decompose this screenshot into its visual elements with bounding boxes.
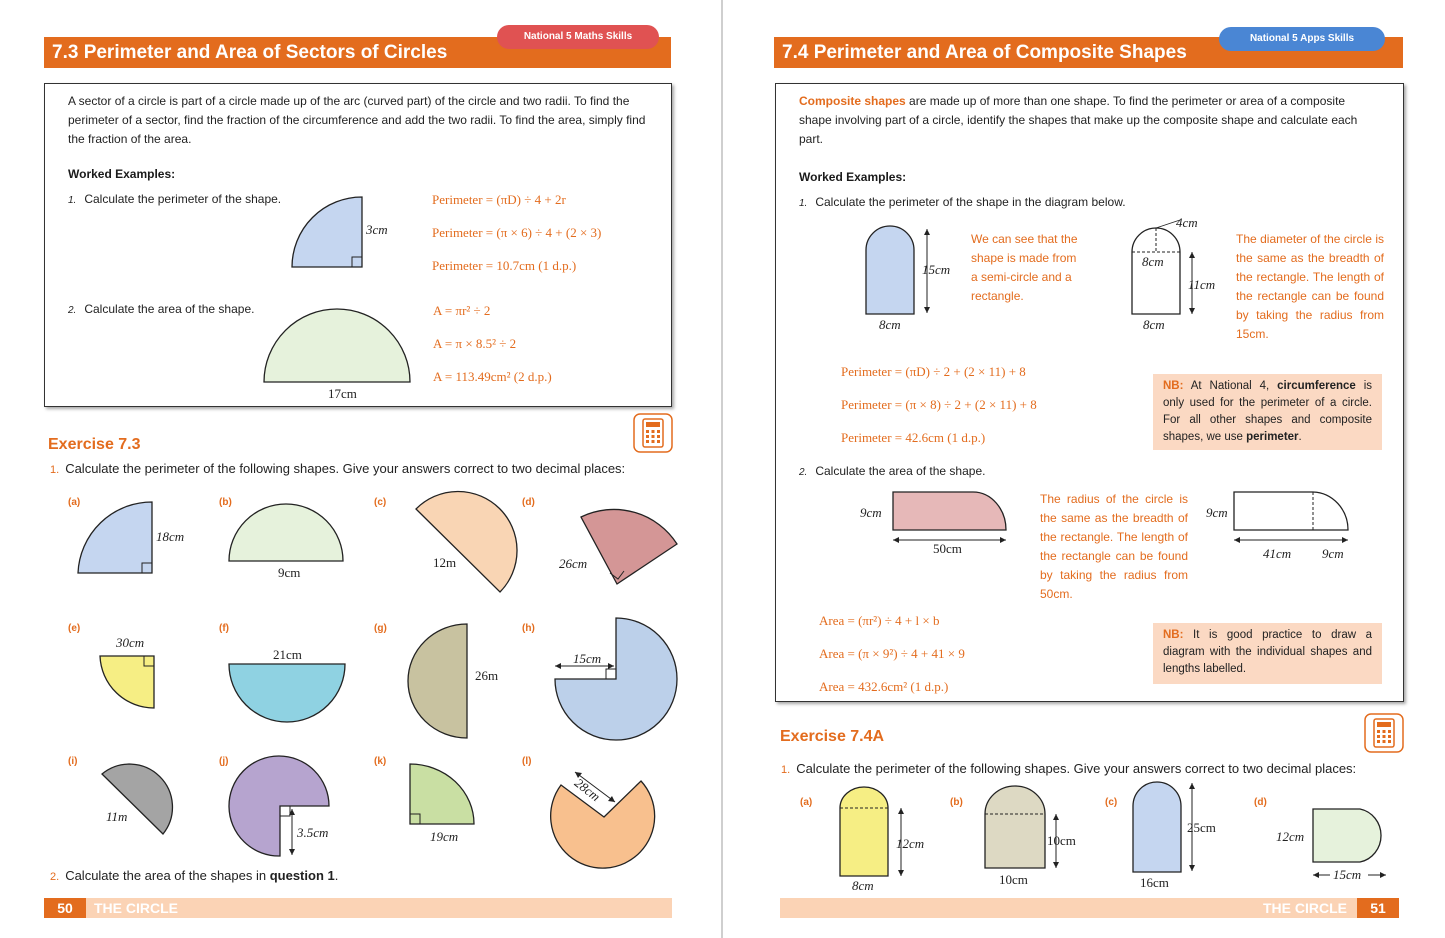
right-q1-top-dim: 4cm — [1176, 215, 1198, 230]
note-text: is only used for the perimeter of a circle. For all other shapes and composite shapes, we use — [1163, 380, 1373, 443]
question-text: Calculate the area of the shape. — [815, 464, 986, 478]
shape-k-quarter-circle — [408, 762, 478, 828]
left-worked-q1 — [68, 192, 281, 206]
shape-e-dim: 30cm — [116, 635, 145, 650]
left-q1-line-3: Perimeter = 10.7cm (1 d.p.) — [432, 258, 577, 273]
question-number: 2. — [799, 467, 808, 478]
chapter-name: THE CIRCLE — [1263, 900, 1347, 916]
right-q1-explanation-2 — [1236, 230, 1384, 344]
left-q2-semicircle — [262, 309, 412, 384]
right-q1-height: 15cm — [922, 262, 951, 277]
page-number: 50 — [44, 898, 86, 918]
left-exercise-q1 — [50, 461, 625, 476]
right-q2-height: 9cm — [860, 505, 882, 520]
right-shape-b-dim2: 10cm — [999, 872, 1028, 887]
shape-label-c: (c) — [374, 497, 387, 508]
left-q1-line-2: Perimeter = (π × 6) ÷ 4 + (2 × 3) — [432, 225, 602, 240]
right-q1-breakdown-shape — [1128, 224, 1202, 320]
shape-l-dim: 28cm — [571, 775, 604, 805]
left-worked-heading: Worked Examples: — [68, 167, 176, 181]
right-q2-composite-shape — [890, 489, 1010, 545]
note-bold: circumference — [1277, 380, 1356, 392]
shape-i-semicircle — [100, 768, 170, 838]
shape-a-quarter-circle — [76, 500, 156, 576]
note-tag: NB: — [1163, 629, 1184, 641]
right-q2-radius-dim: 9cm — [1322, 546, 1344, 561]
intro-highlight: Composite shapes — [799, 94, 906, 108]
note-text: At National 4, — [1183, 380, 1278, 392]
question-text: Calculate the area of the shape. — [84, 302, 255, 316]
right-shape-d — [1310, 806, 1390, 864]
right-q1-line-1: Perimeter = (πD) ÷ 2 + (2 × 11) + 8 — [841, 364, 1026, 379]
left-intro: A sector of a circle is part of a circle made up of the arc (curved part) of the circle and two radii. To find the perimeter of a sector, find the fraction of the circumference and add the two radii. To find the area, simply find the fraction of the area. — [68, 94, 646, 146]
left-q2-dim: 17cm — [328, 386, 357, 401]
shape-j-dim: 3.5cm — [297, 825, 329, 840]
question-number: 1. — [799, 198, 808, 209]
shape-label-j: (j) — [219, 756, 229, 767]
page-number: 51 — [1357, 898, 1399, 918]
shape-label-d: (d) — [522, 497, 535, 508]
shape-b-semicircle — [227, 503, 345, 563]
note-text: . — [1298, 431, 1302, 443]
shape-label-e: (e) — [68, 623, 81, 634]
right-page-title: 7.4 Perimeter and Area of Composite Shapes — [782, 42, 1187, 63]
shape-label-g: (g) — [374, 623, 387, 634]
shape-label-a: (a) — [68, 497, 81, 508]
shape-e-quarter-circle — [98, 654, 158, 710]
left-q2-line-3: A = 113.49cm² (2 d.p.) — [433, 369, 552, 384]
question-number: 1. — [68, 195, 77, 206]
right-footer — [780, 898, 1399, 918]
right-shape-a — [837, 784, 909, 880]
shape-d-sector — [577, 513, 682, 588]
right-badge: National 5 Apps Skills — [1219, 27, 1385, 51]
right-q2-width: 50cm — [933, 541, 962, 556]
question-ref: question 1 — [269, 868, 335, 883]
right-shape-b — [982, 784, 1062, 872]
shape-label-k: (k) — [374, 756, 387, 767]
page-spine — [721, 0, 723, 938]
shape-a-dim: 18cm — [156, 529, 185, 544]
shape-g-dim: 26m — [475, 668, 499, 683]
shape-h-dim: 15cm — [573, 651, 602, 666]
question-text: Calculate the perimeter of the following shapes. Give your answers correct to two decimal places: — [796, 761, 1357, 776]
chapter-name: THE CIRCLE — [94, 900, 178, 916]
shape-label-f: (f) — [219, 623, 229, 634]
question-number: 1. — [781, 764, 791, 776]
right-q2-line-2: Area = (π × 9²) ÷ 4 + 41 × 9 — [819, 646, 965, 661]
note-tag: NB: — [1163, 380, 1184, 392]
right-q2-line-1: Area = (πr²) ÷ 4 + l × b — [819, 613, 940, 628]
right-exercise-title: Exercise 7.4A — [780, 728, 885, 745]
left-exercise-title: Exercise 7.3 — [48, 436, 141, 453]
shape-k-dim: 19cm — [430, 829, 459, 844]
left-q1-quarter-circle — [285, 195, 365, 270]
left-exercise-q2 — [50, 868, 338, 883]
shape-d-dim: 26cm — [559, 556, 588, 571]
right-shape-b-dim1: 10cm — [1047, 833, 1076, 848]
shape-label-b: (b) — [219, 497, 232, 508]
left-q2-line-2: A = π × 8.5² ÷ 2 — [433, 336, 517, 351]
right-q2-breakdown-shape — [1231, 489, 1353, 545]
question-number: 2. — [50, 871, 60, 883]
right-q1-width: 8cm — [879, 317, 901, 332]
right-shape-d-dim1: 12cm — [1276, 829, 1305, 844]
right-shape-label-d: (d) — [1254, 797, 1267, 808]
right-shape-label-c: (c) — [1105, 797, 1118, 808]
shape-label-h: (h) — [522, 623, 535, 634]
right-q1-bottom-dim: 8cm — [1143, 317, 1165, 332]
right-worked-heading: Worked Examples: — [799, 170, 907, 184]
question-text: Calculate the area of the shapes in — [65, 868, 270, 883]
right-shape-label-b: (b) — [950, 797, 963, 808]
note-text: It is good practice to draw a diagram with the individual shapes and lengths labelled. — [1163, 629, 1372, 675]
expl-part-2: The length of the rectangle can be found by taking the radius from 50cm. — [1040, 530, 1188, 601]
left-q2-line-1: A = πr² ÷ 2 — [433, 303, 491, 318]
question-number: 2. — [68, 305, 77, 316]
expl-part-1: The radius of the circle is the same as the breadth of the rectangle. — [1040, 492, 1188, 544]
shape-j-three-quarter-circle — [228, 755, 334, 859]
left-badge: National 5 Maths Skills — [497, 25, 659, 49]
shape-c-dim: 12m — [433, 555, 457, 570]
right-q2-height-2: 9cm — [1206, 505, 1228, 520]
right-shape-a-dim2: 8cm — [852, 878, 874, 893]
shape-h-three-quarter-circle — [552, 616, 684, 746]
shape-g-semicircle — [406, 622, 470, 740]
expl-part-2: The length of the rectangle can be found by taking the radius from 15cm. — [1236, 270, 1384, 341]
right-intro — [799, 92, 1381, 149]
shape-label-i: (i) — [68, 756, 78, 767]
question-number: 1. — [50, 464, 60, 476]
shape-f-dim: 21cm — [273, 647, 302, 662]
right-q2-rect-dim: 41cm — [1263, 546, 1292, 561]
note-bold: perimeter — [1246, 431, 1299, 443]
question-end: . — [334, 868, 339, 883]
shape-l-major-sector — [553, 765, 661, 873]
shape-b-dim: 9cm — [278, 565, 301, 580]
left-worked-q2 — [68, 302, 254, 316]
right-q2-explanation — [1040, 490, 1188, 604]
question-text: Calculate the perimeter of the shape. — [84, 192, 282, 206]
right-q1-line-3: Perimeter = 42.6cm (1 d.p.) — [841, 430, 986, 445]
right-exercise-q1 — [781, 761, 1356, 776]
right-q1-side-dim: 11cm — [1188, 277, 1216, 292]
right-shape-label-a: (a) — [800, 797, 813, 808]
right-note-1 — [1153, 374, 1382, 450]
right-q1-explanation: We can see that the shape is made from a semi-circle and a rectangle. — [971, 232, 1078, 303]
shape-label-l: (l) — [522, 756, 532, 767]
expl-part-1: The diameter of the circle is the same as the breadth of the rectangle. — [1236, 232, 1384, 284]
right-q2-line-3: Area = 432.6cm² (1 d.p.) — [819, 679, 949, 694]
right-shape-a-dim1: 12cm — [896, 836, 925, 851]
right-shape-c-dim2: 16cm — [1140, 875, 1169, 890]
left-footer — [44, 898, 672, 918]
left-q1-dim: 3cm — [366, 222, 388, 237]
right-shape-c-dim1: 25cm — [1187, 820, 1216, 835]
right-worked-q2 — [799, 464, 985, 478]
right-q1-inner-dim: 8cm — [1142, 254, 1164, 269]
left-q1-line-1: Perimeter = (πD) ÷ 4 + 2r — [432, 192, 566, 207]
shape-i-dim: 11m — [106, 809, 128, 824]
calculator-icon — [1364, 713, 1404, 753]
question-text: Calculate the perimeter of the following shapes. Give your answers correct to two decimal places: — [65, 461, 626, 476]
right-shape-d-dim2: 15cm — [1333, 867, 1362, 882]
question-text: Calculate the perimeter of the shape in the diagram below. — [815, 195, 1126, 209]
calculator-icon — [633, 413, 673, 453]
shape-f-semicircle — [227, 662, 347, 722]
intro-text: are made up of more than one shape. To find the perimeter or area of a composite shape involving part of a circle, identify the shapes that make up the composite shape and calculate each part. — [799, 94, 1358, 146]
right-worked-q1 — [799, 195, 1126, 209]
left-page-title: 7.3 Perimeter and Area of Sectors of Circles — [52, 42, 448, 63]
right-q1-line-2: Perimeter = (π × 8) ÷ 2 + (2 × 11) + 8 — [841, 397, 1037, 412]
shape-c-semicircle — [412, 485, 527, 600]
right-note-2 — [1153, 623, 1382, 684]
